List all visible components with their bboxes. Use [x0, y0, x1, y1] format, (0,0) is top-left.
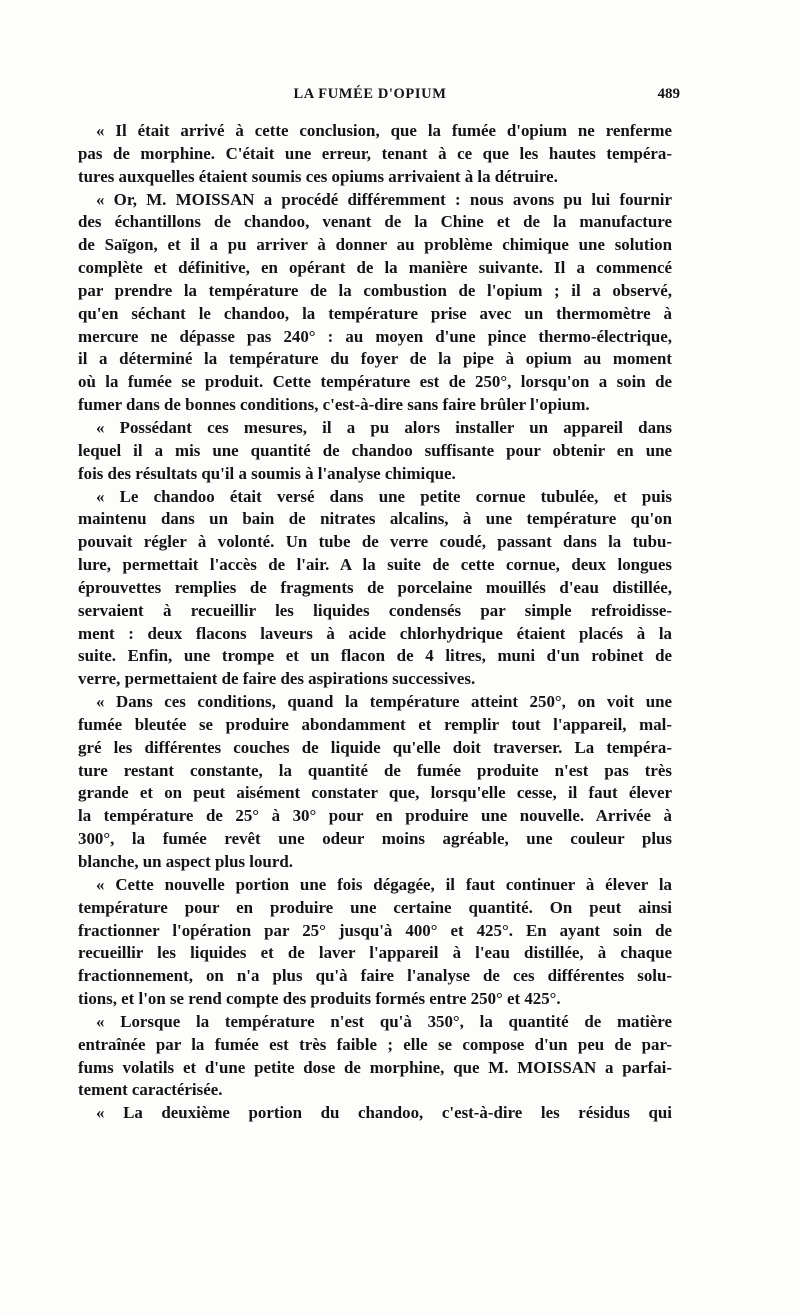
text-line: « Le chandoo était versé dans une petite cornue tubulée, et puis	[96, 486, 672, 506]
text-line: la température de 25° à 30° pour en produire une nouvelle. Arrivée à	[78, 806, 672, 826]
paragraph	[60, 189, 672, 417]
text-line: où la fumée se produit. Cette température est de 250°, lorsqu'on a soin de	[78, 372, 672, 392]
text-line: blanche, un aspect plus lourd.	[78, 852, 293, 871]
text-line: ture restant constante, la quantité de fumée produite n'est pas très	[78, 760, 672, 780]
running-title: LA FUMÉE D'OPIUM	[293, 86, 447, 102]
paragraph	[60, 874, 672, 1011]
text-line: gré les différentes couches de liquide qu'elle doit traverser. La tempéra-	[78, 737, 672, 757]
paragraph	[60, 1011, 672, 1102]
body-text	[60, 120, 672, 1125]
text-line: fractionner l'opération par 25° jusqu'à 400° et 425°. En ayant soin de	[78, 920, 672, 940]
text-line: « Il était arrivé à cette conclusion, que la fumée d'opium ne renferme	[96, 121, 672, 140]
text-line: « La deuxième portion du chandoo, c'est-à-dire les résidus qui	[96, 1103, 672, 1123]
text-line: des échantillons de chandoo, venant de la Chine et de la manufacture	[78, 212, 672, 232]
text-line: par prendre la température de la combustion de l'opium ; il a observé,	[78, 280, 672, 300]
text-line: complète et définitive, en opérant de la manière suivante. Il a commencé	[78, 258, 672, 278]
text-line: qu'en séchant le chandoo, la température prise avec un thermomètre à	[78, 303, 672, 323]
page-number: 489	[657, 86, 680, 102]
text-line: fums volatils et d'une petite dose de morphine, que M. MOISSAN a parfai-	[78, 1057, 672, 1077]
text-line: verre, permettaient de faire des aspirations successives.	[78, 669, 476, 689]
text-line: recueillir les liquides et de laver l'appareil à l'eau distillée, à chaque	[78, 943, 672, 963]
paragraph	[60, 1102, 672, 1125]
text-line: il a déterminé la température du foyer de la pipe à opium au moment	[78, 349, 672, 369]
text-line: fumer dans de bonnes conditions, c'est-à-dire sans faire brûler l'opium.	[78, 395, 590, 415]
text-line: fumée bleutée se produire abondamment et remplir tout l'appareil, mal-	[78, 714, 672, 734]
text-line: lure, permettait l'accès de l'air. A la suite de cette cornue, deux longues	[78, 555, 672, 575]
text-line: pas de morphine. C'était une erreur, tenant à ce que les hautes tempéra-	[78, 143, 672, 163]
paragraph	[60, 417, 672, 486]
text-line: éprouvettes remplies de fragments de porcelaine mouillés d'eau distillée,	[78, 577, 672, 597]
text-line: mercure ne dépasse pas 240° : au moyen d'une pince thermo-électrique,	[78, 326, 672, 346]
text-line: « Cette nouvelle portion une fois dégagée, il faut continuer à élever la	[96, 874, 672, 894]
text-line: entraînée par la fumée est très faible ; elle se compose d'un peu de par-	[78, 1034, 672, 1054]
text-line: « Possédant ces mesures, il a pu alors installer un appareil dans	[96, 417, 672, 437]
text-line: ment : deux flacons laveurs à acide chlorhydrique étaient placés à la	[78, 623, 672, 643]
text-line: « Dans ces conditions, quand la température atteint 250°, on voit une	[96, 692, 672, 712]
text-line: tions, et l'on se rend compte des produits formés entre 250° et 425°.	[78, 989, 561, 1009]
text-line: de Saïgon, et il a pu arriver à donner au problème chimique une solution	[78, 235, 672, 255]
text-line: lequel il a mis une quantité de chandoo suffisante pour obtenir en une	[78, 440, 672, 460]
text-line: pouvait régler à volonté. Un tube de verre coudé, passant dans la tubu-	[78, 532, 672, 552]
text-line: suite. Enfin, une trompe et un flacon de 4 litres, muni d'un robinet de	[78, 646, 672, 666]
paragraph	[60, 486, 672, 692]
text-line: fractionnement, on n'a plus qu'à faire l'analyse de ces différentes solu-	[78, 966, 672, 986]
text-line: température pour en produire une certaine quantité. On peut ainsi	[78, 897, 672, 917]
paragraph	[60, 120, 672, 189]
text-line: tement caractérisée.	[78, 1080, 223, 1100]
text-line: fois des résultats qu'il a soumis à l'analyse chimique.	[78, 463, 456, 483]
text-line: « Or, M. MOISSAN a procédé différemment : nous avons pu lui fournir	[96, 189, 672, 209]
text-line: 300°, la fumée revêt une odeur moins agréable, une couleur plus	[78, 829, 672, 849]
text-line: tures auxquelles étaient soumis ces opiums arrivaient à la détruire.	[78, 166, 558, 186]
running-header	[60, 86, 680, 108]
paragraph	[60, 691, 672, 874]
text-line: maintenu dans un bain de nitrates alcalins, à une température qu'on	[78, 509, 672, 529]
text-line: servaient à recueillir les liquides condensés par simple refroidisse-	[78, 600, 672, 620]
text-line: « Lorsque la température n'est qu'à 350°, la quantité de matière	[96, 1011, 672, 1031]
text-line: grande et on peut aisément constater que, lorsqu'elle cesse, il faut élever	[78, 783, 672, 803]
